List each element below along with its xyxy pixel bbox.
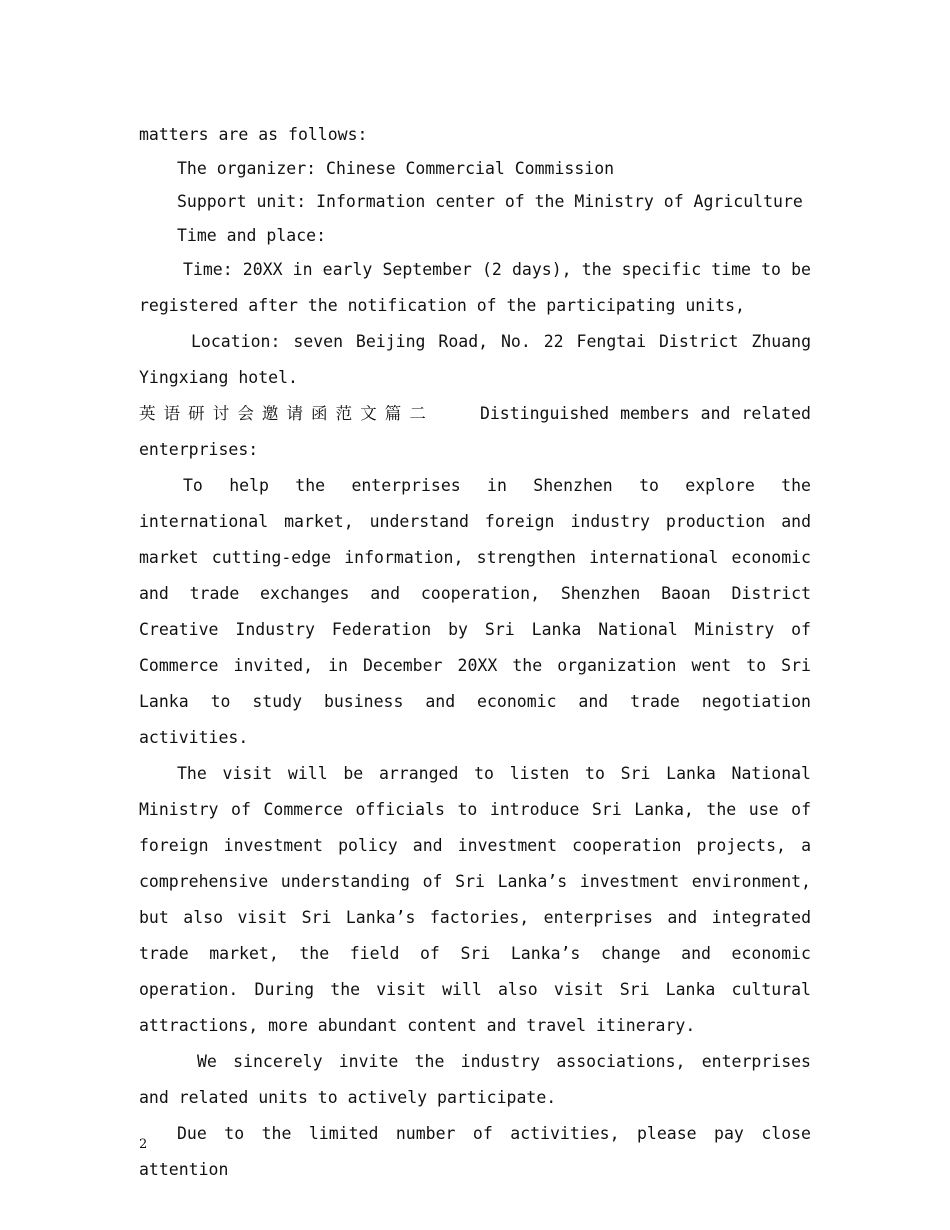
paragraph-invitation: We sincerely invite the industry associations, enterprises and related units to actively participate. — [139, 1052, 811, 1107]
paragraph-visit: The visit will be arranged to listen to Sri Lanka National Ministry of Commerce officials to introduce Sri Lanka, the use of foreign investment policy and investment cooperation projects, a comprehensive understanding of Sri Lanka’s investment environment, but also visit Sri Lanka’s factories, enterprises and integrated trade market, the field of Sri Lanka’s change and economic operation. During the visit will also visit Sri Lanka cultural attractions, more abundant content and travel itinerary. — [139, 764, 811, 1035]
paragraph-time-and-place: Time and place: — [177, 225, 327, 245]
paragraph-limited: Due to the limited number of activities, please pay close attention — [139, 1124, 811, 1179]
paragraph-location: Location: seven Beijing Road, No. 22 Fengtai District Zhuang Yingxiang hotel. — [139, 332, 811, 387]
paragraph-support-unit: Support unit: Information center of the Ministry of Agriculture — [177, 192, 803, 211]
paragraph-matters: matters are as follows: — [139, 125, 368, 144]
paragraph-organizer: The organizer: Chinese Commercial Commission — [177, 158, 615, 178]
page-number: 2 — [139, 1137, 148, 1152]
paragraph-purpose: To help the enterprises in Shenzhen to explore the international market, understand foreign industry production and market cutting-edge information, strengthen international economic and trade exchanges and cooperation, Shenzhen Baoan District Creative Industry Federation by Sri Lanka National Ministry of Commerce invited, in December 20XX the organization went to Sri Lanka to study business and economic and trade negotiation activities. — [139, 476, 811, 747]
body-text — [139, 118, 811, 1188]
heading-greeting: Distinguished members and related enterprises: — [139, 404, 811, 459]
heading-chinese: 英语研讨会邀请函范文篇二 — [139, 404, 434, 423]
paragraph-time: Time: 20XX in early September (2 days), the specific time to be registered after the notification of the participating units, — [139, 260, 811, 315]
section-heading — [139, 396, 811, 468]
